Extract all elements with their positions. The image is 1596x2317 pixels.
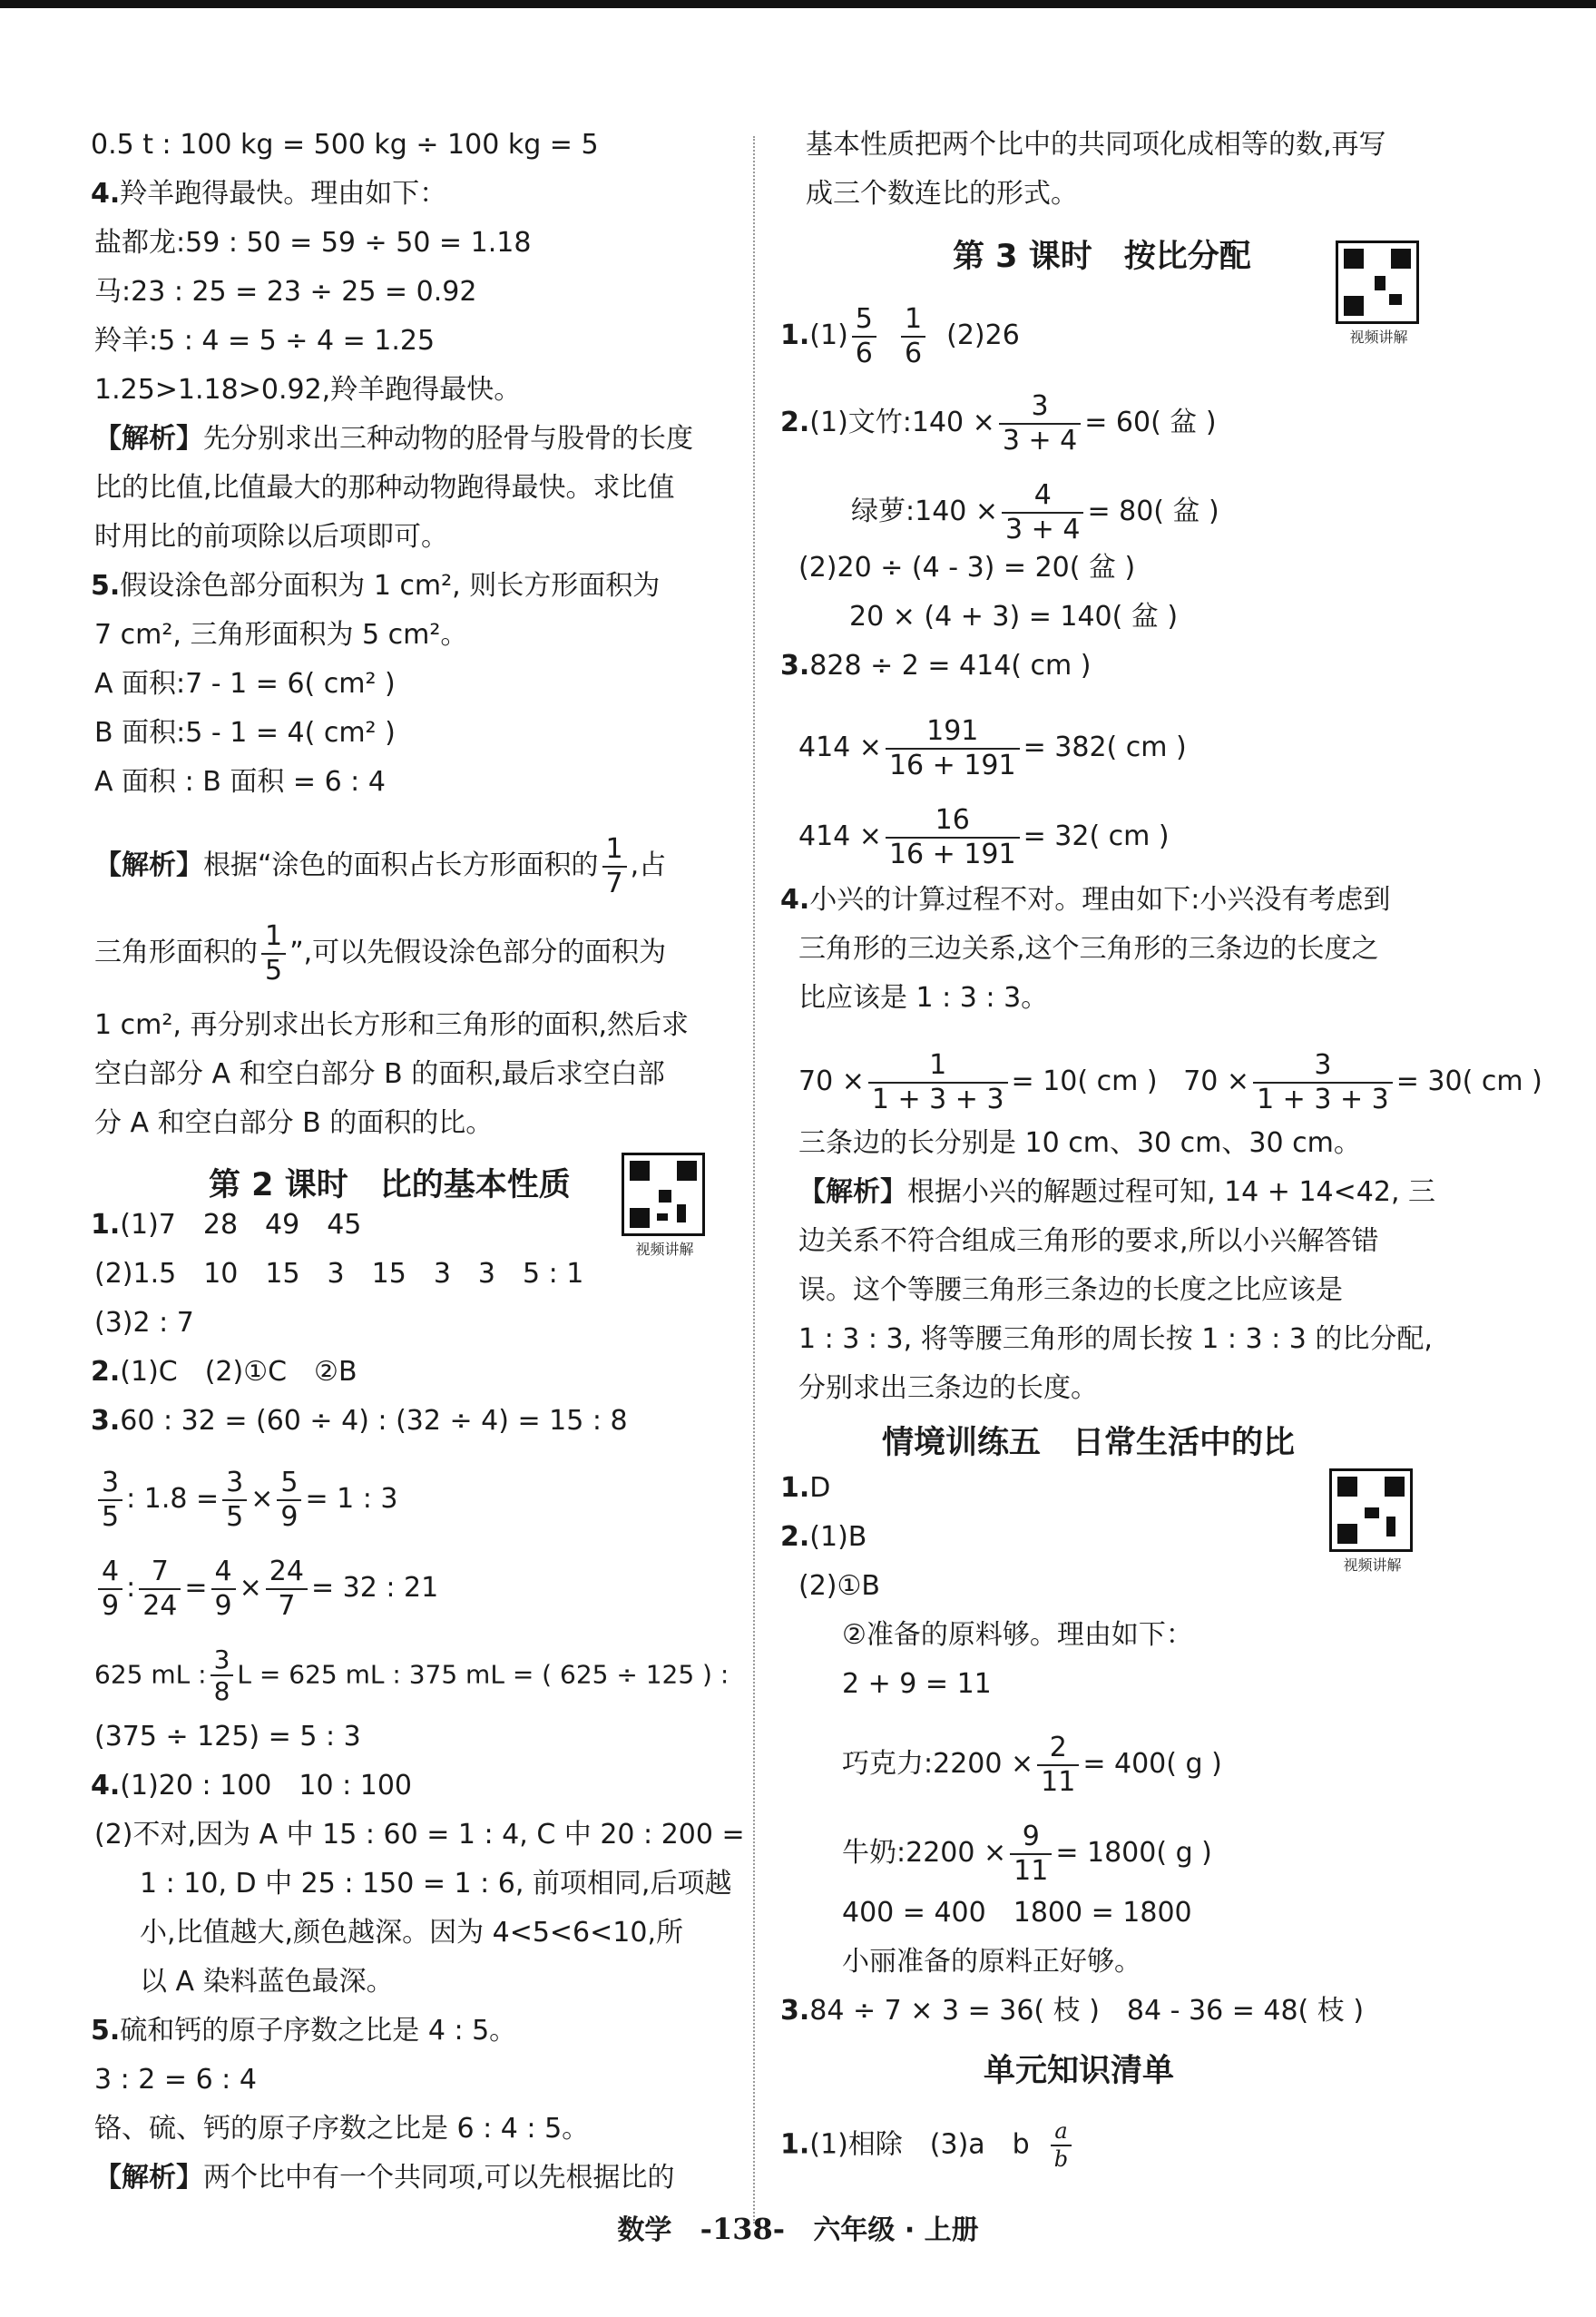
question-number: 3. — [780, 1995, 810, 2027]
fraction: $\frac{9}{11}$ — [1010, 1822, 1052, 1885]
qr-code[interactable] — [1336, 241, 1422, 347]
text-line: 小,比值越大,颜色越深。因为 4<5<6<10,所 — [140, 1917, 683, 1949]
text-line: A 面积 : B 面积 = 6 : 4 — [94, 766, 386, 798]
item-4 — [91, 1768, 412, 1804]
item-2: 2.(1)文竹:140 × $\frac{3}{3 + 4}$ = 60( 盆 ) — [780, 390, 1217, 457]
answer-text: (1)20 : 100 10 : 100 — [120, 1770, 413, 1802]
fraction: $\frac{4}{9}$ — [211, 1557, 236, 1620]
footer-grade: 六年级 · 上册 — [813, 2214, 979, 2246]
analysis-line: 分别求出三条边的长度。 — [798, 1372, 1098, 1404]
text-line: 小丽准备的原料正好够。 — [842, 1946, 1141, 1978]
analysis — [798, 1174, 1435, 1211]
answer-text: (1)C (2)①C ②B — [120, 1356, 357, 1388]
equation: 414 × $\frac{16}{16 + 191}$ = 32( cm ) — [798, 804, 1170, 870]
page-number: -138- — [700, 2212, 786, 2246]
text-line: (2)20 ÷ (4 - 3) = 20( 盆 ) — [798, 552, 1136, 584]
answer-text: D — [809, 1472, 831, 1504]
analysis-line: 三角形面积的 $\frac{1}{5}$ ”,可以先假设涂色部分的面积为 — [94, 920, 667, 987]
answer-text: (1)B — [809, 1521, 867, 1553]
question-number: 5. — [91, 570, 121, 602]
fraction: $\frac{1}{5}$ — [261, 922, 286, 985]
fraction: $\frac{5}{6}$ — [852, 305, 876, 368]
analysis-line: 成三个数连比的形式。 — [806, 178, 1078, 210]
question-number: 4. — [780, 884, 810, 916]
qr-label: 视频讲解 — [635, 1241, 694, 1258]
fraction: $\frac{1}{1 + 3 + 3}$ — [868, 1051, 1008, 1114]
item-2 — [780, 1519, 867, 1556]
question-number: 2. — [91, 1356, 121, 1388]
question-number: 1. — [780, 2128, 810, 2161]
answer-text: (1)相除 (3)a b — [809, 2128, 1030, 2161]
fraction: $\frac{1}{6}$ — [901, 305, 925, 368]
fraction: $\frac{3}{5}$ — [222, 1468, 247, 1531]
item-1 — [91, 1207, 361, 1243]
analysis — [94, 2160, 675, 2196]
text-line: (2)不对,因为 A 中 15 : 60 = 1 : 4, C 中 20 : 200 = — [94, 1819, 745, 1851]
answer-text: 60 : 32 = (60 ÷ 4) : (32 ÷ 4) = 15 : 8 — [120, 1405, 628, 1437]
question-number: 4. — [91, 178, 121, 210]
question-number: 1. — [91, 1209, 121, 1241]
fraction: $\frac{3}{8}$ — [211, 1646, 234, 1705]
text-line: 以 A 染料蓝色最深。 — [140, 1966, 394, 1998]
text-line: (3)2 : 7 — [94, 1307, 194, 1339]
item-1 — [780, 2120, 1075, 2171]
equation: $\frac{4}{9}$ : $\frac{7}{24}$ = $\frac{4}{9}$ × $\frac{24}{7}$ = 32 : 21 — [94, 1557, 438, 1620]
page-footer — [0, 2207, 1596, 2247]
analysis-line: 1 cm², 再分别求出长方形和三角形的面积,然后求 — [94, 1009, 689, 1041]
qr-label: 视频讲解 — [1343, 1556, 1402, 1574]
text-line: 盐都龙:59 : 50 = 59 ÷ 50 = 1.18 — [94, 227, 532, 259]
text-line: (2)①B — [798, 1570, 880, 1602]
text-line: 20 × (4 + 3) = 140( 盆 ) — [849, 601, 1179, 633]
text-line: 三角形的三边关系,这个三角形的三条边的长度之 — [798, 933, 1379, 965]
column-divider — [753, 136, 755, 2224]
item-2 — [91, 1354, 357, 1390]
question-number: 1. — [780, 319, 810, 351]
text-line: (375 ÷ 125) = 5 : 3 — [94, 1721, 361, 1752]
text-line: B 面积:5 - 1 = 4( cm² ) — [94, 717, 396, 749]
analysis-tag: 【解析】 — [94, 2162, 203, 2194]
fraction: $\frac{7}{24}$ — [139, 1557, 181, 1620]
top-edge — [0, 0, 1596, 8]
fraction: $\frac{16}{16 + 191}$ — [886, 806, 1020, 869]
answer-text: (1)7 28 49 45 — [120, 1209, 362, 1241]
equation: 625 mL : $\frac{3}{8}$ L = 625 mL : 375 mL = ( 625 ÷ 125 ) : — [94, 1644, 729, 1707]
equation: 牛奶:2200 × $\frac{9}{11}$ = 1800( g ) — [842, 1821, 1212, 1887]
analysis-line: 空白部分 A 和空白部分 B 的面积,最后求空白部 — [94, 1058, 665, 1090]
text-line: 7 cm², 三角形面积为 5 cm²。 — [94, 619, 468, 651]
item-1 — [780, 1470, 830, 1507]
equation: 70 × $\frac{1}{1 + 3 + 3}$ = 10( cm ) 70 × $\frac{3}{1 + 3 + 3}$ = 30( cm ) — [798, 1049, 1542, 1115]
equation: $\frac{3}{5}$ : 1.8 = $\frac{3}{5}$ × $\frac{5}{9}$ = 1 : 3 — [94, 1468, 397, 1531]
section-heading: 第 3 课时 按比分配 — [953, 239, 1251, 275]
text-line: 3 : 2 = 6 : 4 — [94, 2064, 257, 2096]
fraction: $\frac{3}{5}$ — [98, 1468, 122, 1531]
answer-text: 硫和钙的原子序数之比是 4 : 5。 — [120, 2015, 517, 2047]
analysis-tag: 【解析】 — [94, 849, 203, 881]
fraction: $\frac{3}{3 + 4}$ — [999, 392, 1081, 455]
text-line: 三条边的长分别是 10 cm、30 cm、30 cm。 — [798, 1127, 1361, 1159]
analysis-line: 分 A 和空白部分 B 的面积的比。 — [94, 1107, 494, 1139]
text-line: ②准备的原料够。理由如下： — [842, 1619, 1193, 1651]
fraction: $\frac{1}{7}$ — [602, 835, 627, 898]
fraction: $\frac{4}{9}$ — [98, 1557, 122, 1620]
fraction: $\frac{4}{3 + 4}$ — [1002, 481, 1083, 544]
analysis — [94, 421, 693, 457]
fraction: $\frac{5}{9}$ — [277, 1468, 301, 1531]
analysis-line: 1 : 3 : 3, 将等腰三角形的周长按 1 : 3 : 3 的比分配, — [798, 1323, 1433, 1355]
question-number: 2. — [780, 407, 810, 438]
text-line: A 面积:7 - 1 = 6( cm² ) — [94, 668, 396, 700]
analysis-text: 两个比中有一个共同项,可以先根据比的 — [203, 2162, 675, 2194]
footer-subject: 数学 — [617, 2214, 672, 2246]
question-number: 4. — [91, 1770, 121, 1802]
text-line: 铬、硫、钙的原子序数之比是 6 : 4 : 5。 — [94, 2113, 590, 2145]
analysis-line: 比的比值,比值最大的那种动物跑得最快。求比值 — [94, 472, 675, 504]
fraction: $\frac{3}{1 + 3 + 3}$ — [1253, 1051, 1393, 1114]
answer-text: 假设涂色部分面积为 1 cm², 则长方形面积为 — [120, 570, 661, 602]
qr-code-icon — [1336, 241, 1419, 324]
analysis-tag: 【解析】 — [798, 1176, 907, 1208]
analysis-line: 基本性质把两个比中的共同项化成相等的数,再写 — [806, 129, 1386, 161]
item-3 — [780, 648, 1092, 684]
text-line: 羚羊:5 : 4 = 5 ÷ 4 = 1.25 — [94, 325, 436, 357]
item-5 — [91, 2013, 516, 2049]
analysis-line: 边关系不符合组成三角形的要求,所以小兴解答错 — [798, 1225, 1379, 1257]
item-1: 1.(1) $\frac{5}{6}$ $\frac{1}{6}$ (2)26 — [780, 303, 1020, 369]
analysis-text: 根据“涂色的面积占长方形面积的 — [203, 849, 599, 881]
question-number: 3. — [780, 650, 810, 682]
question-number: 5. — [91, 2015, 121, 2047]
fraction: $\frac{2}{11}$ — [1037, 1733, 1079, 1796]
question-5 — [91, 568, 660, 604]
qr-code-icon — [622, 1153, 705, 1236]
question-number: 3. — [91, 1405, 121, 1437]
text-line: 马:23 : 25 = 23 ÷ 25 = 0.92 — [94, 276, 477, 308]
qr-label: 视频讲解 — [1349, 329, 1408, 346]
analysis-tag: 【解析】 — [94, 423, 203, 455]
analysis-line: 误。这个等腰三角形三条边的长度之比应该是 — [798, 1274, 1343, 1306]
answer-text: 小兴的计算过程不对。理由如下:小兴没有考虑到 — [809, 884, 1391, 916]
qr-code[interactable] — [1329, 1468, 1415, 1575]
section-heading: 情境训练五 日常生活中的比 — [882, 1425, 1296, 1461]
answer-text: 84 ÷ 7 × 3 = 36( 枝 ) 84 - 36 = 48( 枝 ) — [809, 1995, 1365, 2027]
text-line: 1 : 10, D 中 25 : 150 = 1 : 6, 前项相同,后项越 — [140, 1868, 732, 1900]
question-4 — [91, 176, 446, 212]
text-line: 0.5 t : 100 kg = 500 kg ÷ 100 kg = 5 — [91, 129, 599, 161]
fraction: $\frac{191}{16 + 191}$ — [886, 717, 1020, 780]
text-line: 2 + 9 = 11 — [842, 1668, 992, 1700]
analysis-text: 先分别求出三种动物的胫骨与股骨的长度 — [203, 423, 693, 455]
text-line: 比应该是 1 : 3 : 3。 — [798, 982, 1049, 1014]
item-4 — [780, 882, 1390, 918]
item-3 — [780, 1993, 1364, 2029]
question-number: 1. — [780, 1472, 810, 1504]
fraction: $\frac{a}{b}$ — [1051, 2120, 1072, 2171]
question-number: 2. — [780, 1521, 810, 1553]
text-line: (2)1.5 10 15 3 15 3 3 5 : 1 — [94, 1258, 584, 1290]
analysis-text: 根据小兴的解题过程可知, 14 + 14<42, 三 — [907, 1176, 1436, 1208]
qr-code[interactable] — [622, 1153, 708, 1259]
analysis: 【解析】根据“涂色的面积占长方形面积的 $\frac{1}{7}$ ,占 — [94, 833, 667, 899]
text-line: 400 = 400 1800 = 1800 — [842, 1897, 1192, 1929]
equation: 414 × $\frac{191}{16 + 191}$ = 382( cm ) — [798, 715, 1187, 781]
equation: 绿萝:140 × $\frac{4}{3 + 4}$ = 80( 盆 ) — [851, 479, 1219, 545]
section-heading: 第 2 课时 比的基本性质 — [209, 1167, 571, 1203]
analysis-line: 时用比的前项除以后项即可。 — [94, 521, 448, 553]
item-3 — [91, 1403, 628, 1439]
answer-text: 828 ÷ 2 = 414( cm ) — [809, 650, 1092, 682]
answer-text: 羚羊跑得最快。理由如下： — [120, 178, 447, 210]
equation: 巧克力:2200 × $\frac{2}{11}$ = 400( g ) — [842, 1732, 1222, 1798]
qr-code-icon — [1329, 1468, 1413, 1552]
text-line: 1.25>1.18>0.92,羚羊跑得最快。 — [94, 374, 522, 406]
fraction: $\frac{24}{7}$ — [266, 1557, 308, 1620]
section-heading: 单元知识清单 — [984, 2053, 1175, 2089]
